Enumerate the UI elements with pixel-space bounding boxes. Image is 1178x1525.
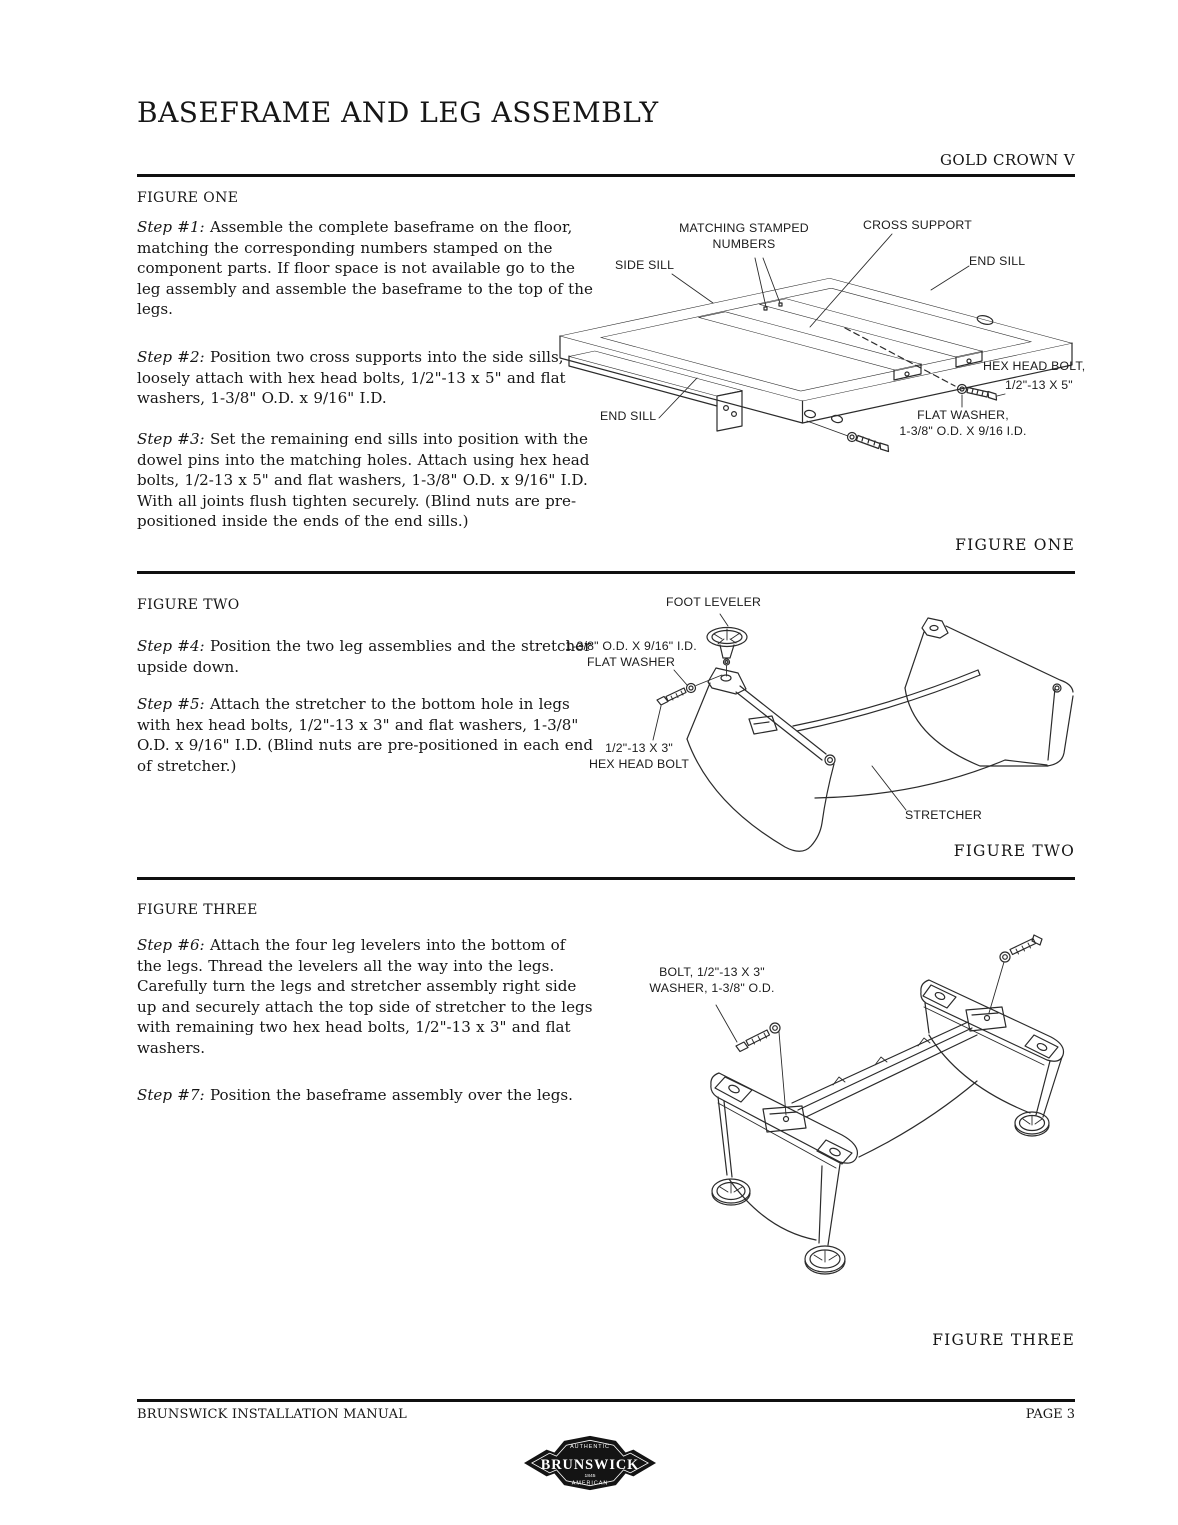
label-flat-washer-line1: FLAT WASHER, [917,408,1009,422]
logo-year-text: 1845 [584,1473,596,1479]
step-6-text: Attach the four leg levelers into the bottom of the legs. Thread the levelers all the way into the legs. Carefully turn the legs and stretcher assembly right side up and securely attach the top side of stretcher to the legs with remaining two hex head bolts, 1/2"-13 x 3" and flat washers. [137,936,593,1057]
logo-name-text: BRUNSWICK [540,1456,640,1473]
label-side-sill: SIDE SILL [615,258,675,272]
label-end-sill-bottom: END SILL [600,409,657,423]
figure-three-caption: FIGURE THREE [932,1331,1075,1349]
figure-three-diagram [630,925,1080,1335]
logo-top-text: AUTHENTIC [570,1444,610,1451]
label-washer-fig3: WASHER, 1-3/8" O.D. [649,980,775,995]
model-name: GOLD CROWN V [939,151,1075,169]
figure-two-diagram [550,588,1080,870]
footer-page-number: PAGE 3 [1025,1407,1075,1422]
step-3-label: Step #3: [137,430,205,448]
header-rule [137,174,1075,177]
step-7-label: Step #7: [137,1086,205,1104]
label-hex-bolt-fig2-line2: HEX HEAD BOLT [588,756,690,771]
label-cross-support: CROSS SUPPORT [863,218,972,232]
figure-three-heading: FIGURE THREE [137,902,258,918]
step-5 [137,694,595,776]
figure-one-heading: FIGURE ONE [137,190,239,206]
step-2 [137,347,595,409]
step-6-label: Step #6: [137,936,205,954]
step-4 [137,636,595,677]
step-3 [137,429,595,532]
label-stretcher: STRETCHER [905,808,982,822]
step-1-text: Assemble the complete baseframe on the floor, matching the corresponding numbers stamped on the component parts. If floor space is not available go to the leg assembly and assemble the baseframe to the top of the legs. [137,218,593,319]
label-flat-washer-fig2-line2: FLAT WASHER [586,654,676,669]
label-flat-washer [893,408,1033,439]
step-1 [137,217,595,320]
label-flat-washer-line2: 1-3/8" O.D. X 9/16 I.D. [899,423,1027,438]
page-title: BASEFRAME AND LEG ASSEMBLY [137,96,659,129]
step-6 [137,935,595,1059]
step-2-text: Position two cross supports into the side sills, loosely attach with hex head bolts, 1/2"-13 x 5" and flat washers, 1-3/8" O.D. x 9/16" I.D. [137,348,566,408]
figure-two-caption: FIGURE TWO [953,842,1075,860]
label-matching-stamped-numbers: MATCHING STAMPED NUMBERS [679,221,809,251]
label-flat-washer-fig2 [554,639,708,670]
step-3-text: Set the remaining end sills into position with the dowel pins into the matching holes. Attach using hex head bolts, 1/2-13 x 5" and flat washers, 1-3/8" O.D. x 9/16" I.D. With all joints flush tighten securely. (Blind nuts are pre-positioned inside the ends of the end sills.) [137,430,590,531]
figure-one-caption: FIGURE ONE [955,536,1075,554]
divider-two [137,877,1075,880]
label-flat-washer-fig2-line1: 1-3/8" O.D. X 9/16" I.D. [565,639,697,653]
step-4-text: Position the two leg assemblies and the stretcher upside down. [137,637,592,676]
step-7 [137,1085,595,1106]
divider-one [137,571,1075,574]
label-end-sill-top: END SILL [969,254,1026,268]
legs-stretcher-drawing [550,588,1080,870]
figure-two-heading: FIGURE TWO [137,597,240,613]
brunswick-badge-icon [521,1426,659,1500]
step-1-label: Step #1: [137,218,205,236]
step-4-label: Step #4: [137,637,205,655]
step-2-label: Step #2: [137,348,205,366]
label-hex-head-bolt-size: 1/2"-13 X 5" [1005,378,1073,392]
label-bolt-fig3: BOLT, 1/2"-13 X 3" [659,965,765,979]
step-5-text: Attach the stretcher to the bottom hole in legs with hex head bolts, 1/2"-13 x 3" and flat washers, 1-3/8" O.D. x 9/16" I.D. (Blind nuts are pre-positioned in each end of stretcher.) [137,695,594,775]
logo-bottom-text: AMERICAN [571,1480,609,1487]
step-5-label: Step #5: [137,695,205,713]
brunswick-logo [521,1426,659,1504]
footer-rule [137,1399,1075,1402]
label-hex-bolt-fig2-line1: 1/2"-13 X 3" [605,741,673,755]
footer-manual-name: BRUNSWICK INSTALLATION MANUAL [137,1407,407,1422]
label-hex-bolt-fig2 [586,741,692,772]
label-hex-head-bolt: HEX HEAD BOLT, [983,359,1086,373]
label-bolt-washer-fig3 [642,965,782,996]
step-7-text: Position the baseframe assembly over the legs. [209,1086,573,1104]
figure-one-diagram [545,208,1086,538]
label-foot-leveler: FOOT LEVELER [666,595,762,609]
